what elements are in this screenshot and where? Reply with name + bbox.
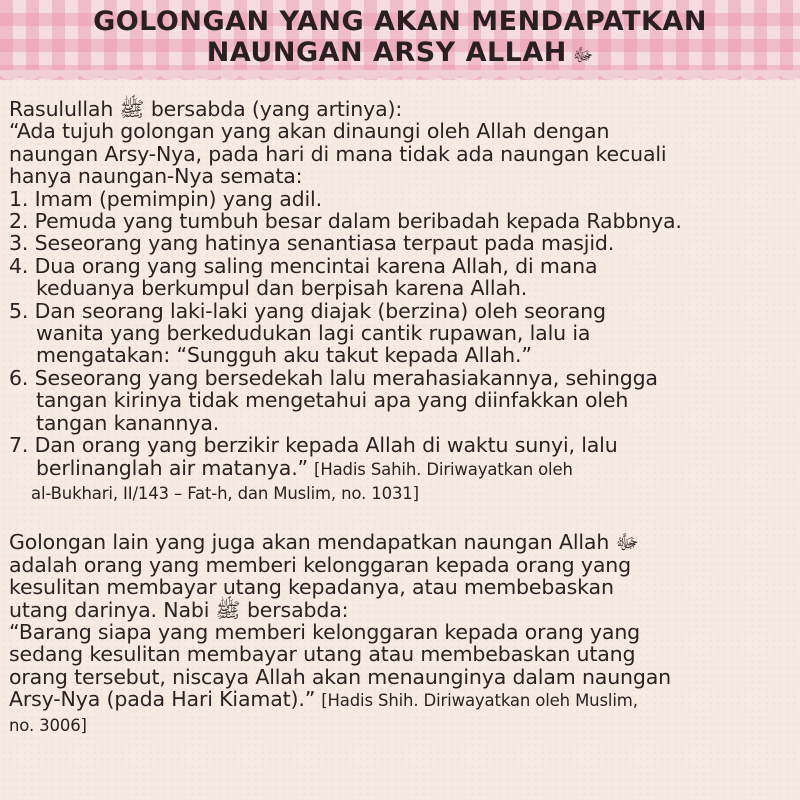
list-item-3: 3. Seseorang yang hatinya senantiasa terpaut pada masjid.	[9, 231, 615, 256]
list-item-6-cont: tangan kirinya tidak mengetahui apa yang diinfakkan oleh	[36, 388, 629, 413]
quote-line: naungan Arsy-Nya, pada hari di mana tidak ada naungan kecuali	[9, 141, 667, 166]
list-item-2: 2. Pemuda yang tumbuh besar dalam beribadah kepada Rabbnya.	[9, 209, 682, 234]
quote-line: sedang kesulitan membayar utang atau membebaskan utang	[9, 642, 636, 667]
list-item-5-cont: wanita yang berkedudukan lagi cantik rupawan, lalu ia	[36, 321, 591, 346]
hadith-reference: [Hadis Sahih. Diriwayatkan oleh	[314, 459, 573, 479]
list-item-1: 1. Imam (pemimpin) yang adil.	[9, 186, 322, 211]
title-line-1: GOLONGAN YANG AKAN MENDAPATKAN	[93, 6, 707, 37]
hadith-reference: [Hadis Shih. Diriwayatkan oleh Muslim,	[321, 691, 638, 711]
quote-line: orang tersebut, niscaya Allah akan menaunginya dalam naungan	[9, 664, 672, 689]
paragraph-line: Golongan lain yang juga akan mendapatkan naungan Allah ﷻ	[9, 530, 639, 555]
quote-line: “Barang siapa yang memberi kelonggaran kepada orang yang	[9, 619, 641, 644]
list-item-6: 6. Seseorang yang bersedekah lalu merahasiakannya, sehingga	[9, 365, 658, 390]
quote-line: “Ada tujuh golongan yang akan dinaungi oleh Allah dengan	[9, 119, 610, 144]
list-item-7: 7. Dan orang yang berzikir kepada Allah di waktu sunyi, lalu	[9, 433, 618, 458]
quote-line: Arsy-Nya (pada Hari Kiamat).” [Hadis Shih. Diriwayatkan oleh Muslim,	[9, 687, 638, 712]
page-title	[0, 6, 800, 71]
paragraph-line: kesulitan membayar utang kepadanya, atau membebaskan	[9, 575, 614, 600]
title-line-2: NAUNGAN ARSY ALLAH ﷻ	[206, 37, 594, 68]
hadith-reference-cont: al-Bukhari, II/143 – Fat-h, dan Muslim, no. 1031]	[31, 483, 419, 503]
paragraph-line: utang darinya. Nabi ﷺ bersabda:	[9, 597, 349, 622]
allah-symbol-icon: ﷻ	[572, 45, 594, 66]
scalloped-edge	[0, 70, 800, 86]
quote-line: hanya naungan-Nya semata:	[9, 164, 303, 189]
list-item-4: 4. Dua orang yang saling mencintai karena Allah, di mana	[9, 253, 598, 278]
list-item-5-cont: mengatakan: “Sungguh aku takut kepada Allah.”	[36, 343, 532, 368]
paragraph-gap	[9, 505, 795, 531]
intro-line: Rasulullah ﷺ bersabda (yang artinya):	[9, 97, 403, 121]
list-item-6-cont: tangan kanannya.	[36, 410, 220, 435]
list-item-7-cont: berlinanglah air matanya.” [Hadis Sahih. Diriwayatkan oleh	[36, 455, 573, 480]
header-banner	[0, 0, 800, 80]
list-item-5: 5. Dan seorang laki-laki yang diajak (berzina) oleh seorang	[9, 298, 606, 323]
hadith-reference-cont: no. 3006]	[9, 715, 87, 735]
paragraph-line: adalah orang yang memberi kelonggaran kepada orang yang	[9, 552, 631, 577]
list-item-4-cont: keduanya berkumpul dan berpisah karena Allah.	[36, 276, 528, 301]
article-body	[9, 98, 795, 737]
